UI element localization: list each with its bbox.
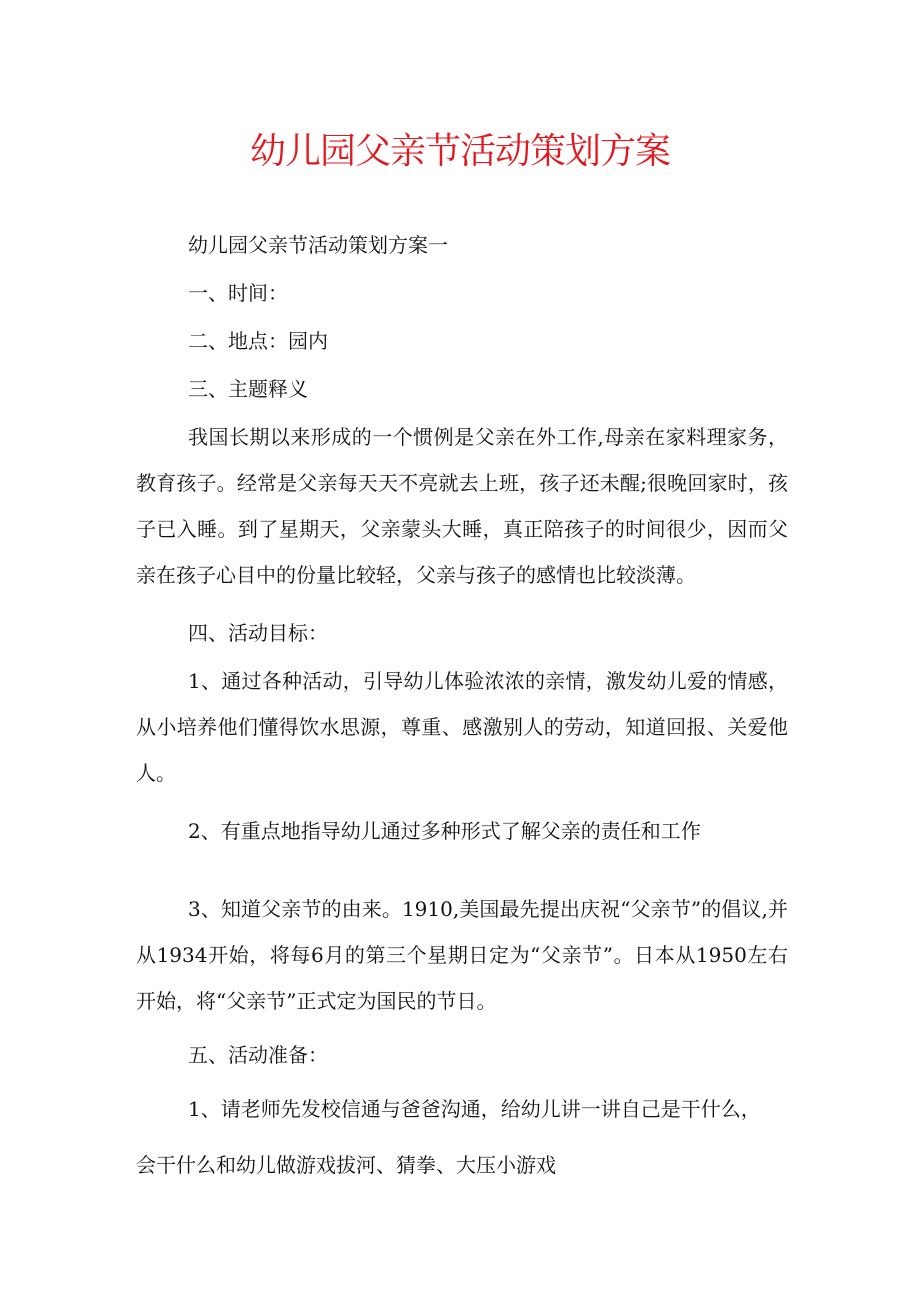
- document-title: 幼儿园父亲节活动策划方案: [249, 131, 670, 172]
- preparation-item-1-continued: 会干什么和幼儿做游戏拔河、猜拳、大压小游戏: [136, 1153, 556, 1177]
- section-location: 二、地点：园内: [188, 329, 328, 353]
- preparation-item-1: 1、请老师先发校信通与爸爸沟通，给幼儿讲一讲自己是干什么，: [188, 1097, 761, 1121]
- section-heading-plan-one: 幼儿园父亲节活动策划方案一: [188, 233, 448, 257]
- section-preparation-heading: 五、活动准备：: [188, 1043, 328, 1067]
- section-goals-heading: 四、活动目标：: [188, 621, 328, 645]
- theme-paragraph: 我国长期以来形成的一个惯例是父亲在外工作,母亲在家料理家务，教育孩子。经常是父亲每天天不亮就去上班，孩子还未醒;很晚回家时，孩子已入睡。到了星期天，父亲蒙头大睡，真正陪孩子的时间很少，因而父亲在孩子心目中的份量比较轻，父亲与孩子的感情也比较淡薄。: [136, 425, 788, 587]
- section-theme-heading: 三、主题释义: [188, 377, 308, 401]
- section-time: 一、时间：: [188, 281, 288, 305]
- goal-item-3: 3、知道父亲节的由来。1910,美国最先提出庆祝“父亲节”的倡议,并从1934开始，将每6月的第三个星期日定为“父亲节”。日本从1950左右开始，将“父亲节”正式定为国民的节日。: [136, 897, 788, 1013]
- goal-item-1: 1、通过各种活动，引导幼儿体验浓浓的亲情，激发幼儿爱的情感，从小培养他们懂得饮水思源，尊重、感激别人的劳动，知道回报、关爱他人。: [136, 669, 788, 785]
- goal-item-2: 2、有重点地指导幼儿通过多种形式了解父亲的责任和工作: [188, 819, 701, 843]
